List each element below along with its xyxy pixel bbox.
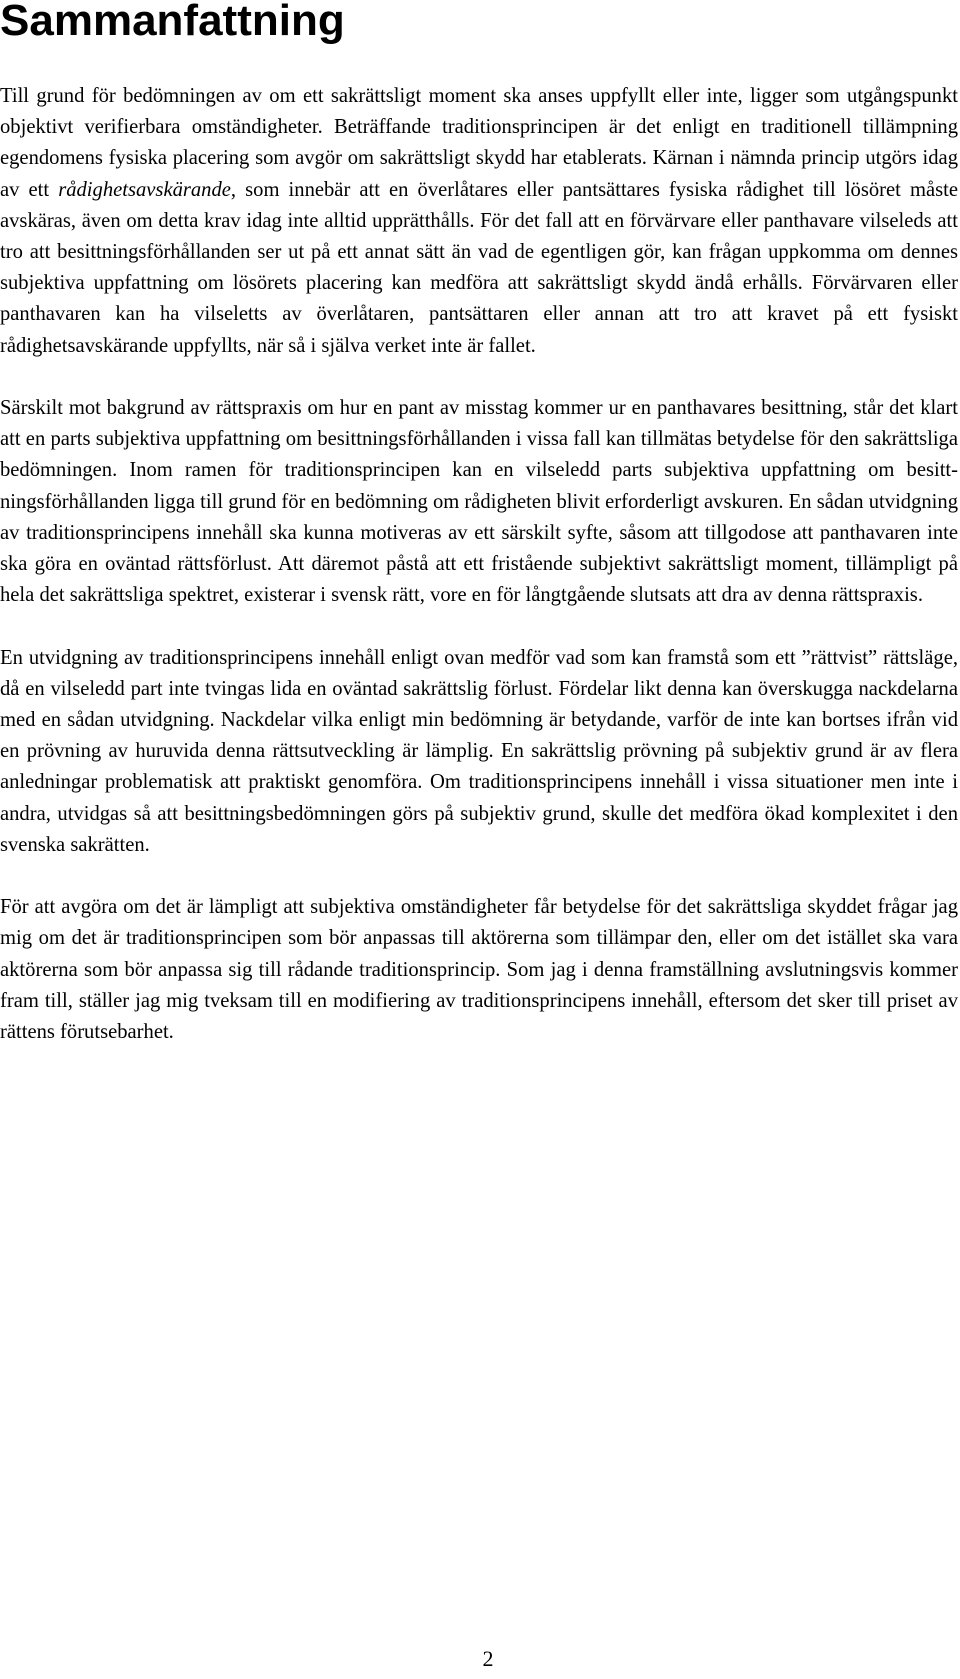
paragraph-4-text: För att avgöra om det är lämpligt att subjektiva omständigheter får betydelse för det sakrättsliga skyddet frågar jag mig om det är traditionsprincipen som bör anpassas till aktörerna som tillämpar den, eller om det istället ska vara aktörerna som bör anpassa sig till rådande traditionsprincip. Som jag i denna framställning avslutningsvis kommer fram till, ställer jag mig tveksam till en modifiering av traditionsprincipens innehåll, eftersom det sker till priset av rättens förutsebarhet. [0,896,958,1044]
paragraph-1-text: , som innebär att en överlåtares eller pantsättares fysiska rådighet till lösöret måste avskäras, även om detta krav idag inte alltid upprätthålls. För det fall att en förvärvare eller panthavare vilseleds att tro att besittningsförhållanden ser ut på ett annat sätt än vad de egentligen gör, kan frågan uppkomma om dennes subjektiva uppfattning om lösörets placering kan medföra att sakrättsligt skydd ändå erhålls. Förvärvaren eller panthavaren kan ha vilseletts av överlåtaren, pantsättaren eller annan att tro att kravet på ett fysiskt rådighetsavskärande uppfyllts, när så i själva verket inte är fallet. [0,178,959,357]
body-text [0,81,958,1048]
page-title: Sammanfattning [0,0,345,45]
paragraph-2 [0,393,958,611]
paragraph-1-text: Till grund för bedömningen av om ett sakrättsligt moment ska anses uppfyllt eller inte, ligger som utgångspunkt objektivt verifierbara omständigheter. Beträffande traditionsprincipen är det enligt en traditionell tillämpning egendomens fysiska placering som avgör om sakrättsligt skydd har etablerats. Kärnan i nämnda princip utgörs idag av ett [0,85,958,201]
paragraph-3-text: En utvidgning av traditionsprincipens innehåll enligt ovan medför vad som kan framstå som ett ”rättvist” rättsläge, då en vilseledd part inte tvingas lida en oväntad sakrättslig förlust. Fördelar likt denna kan överskugga nackdelarna med en sådan utvidgning. Nackdelar vilka enligt min bedömning är betydande, varför de inte kan bortses ifrån vid en prövning av huruvida denna rättsutveckling är lämplig. En sakrättslig prövning på subjektiv grund är av flera anledningar problematisk att praktiskt genomföra. Om traditionsprincipens innehåll i vissa situationer men inte i andra, utvidgas så att besittningsbedömningen görs på subjektiv grund, skulle det medföra ökad komplexitet i den svenska sakrätten. [0,646,958,856]
paragraph-3 [0,643,958,861]
page-number: 2 [482,1646,494,1671]
paragraph-2-text: Särskilt mot bakgrund av rättspraxis om hur en pant av misstag kommer ur en panthavares besittning, står det klart att en parts subjektiva uppfattning om besittningsförhållanden i vissa fall kan tillmätas betydelse för den sakrättsliga bedömningen. Inom ramen för traditionsprincipen kan en vilseledd parts subjektiva uppfattning om besittningsförhållanden ligga till grund för en bedömning om rådigheten blivit erforderligt avskuren. En sådan utvidgning av traditionsprincipens innehåll ska kunna motiveras av ett särskilt syfte, såsom att tillgodose att panthavaren inte ska göra en oväntad rättsförlust. Att däremot påstå att ett fristående subjektivt sakrättsligt moment, tillämpligt på hela det sakrättsliga spektret, existerar i svensk rätt, vore en för långtgående slutsats att dra av denna rättspraxis. [0,397,958,607]
paragraph-4 [0,892,958,1048]
paragraph-1-emphasis: rådighetsavskärande [58,178,231,201]
paragraph-1 [0,81,958,362]
